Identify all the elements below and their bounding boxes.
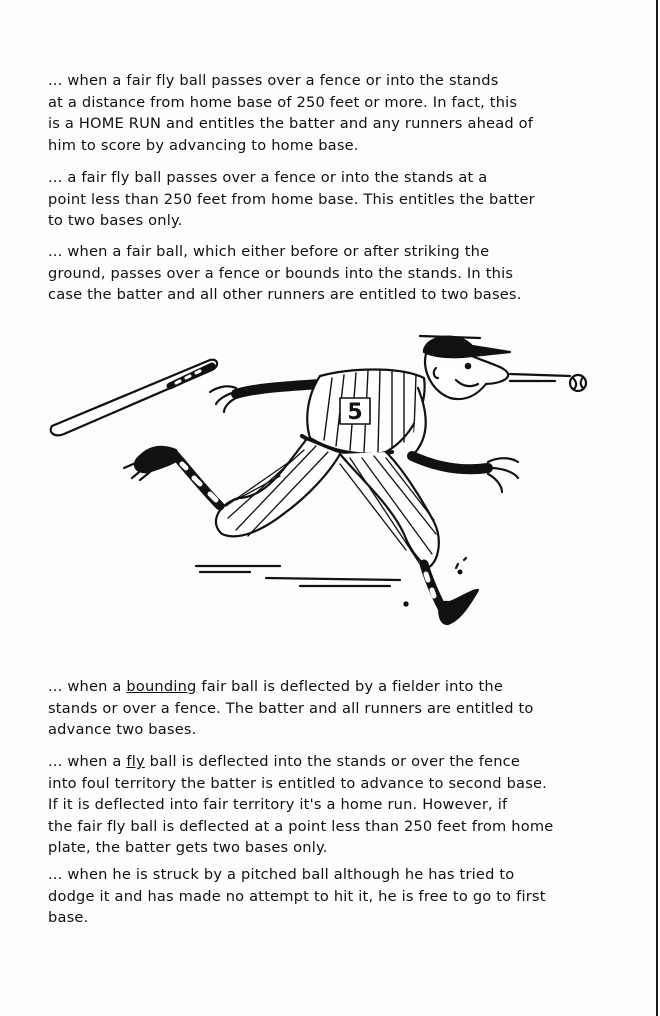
- rule-paragraph-ground-rule-double: ... when a fair ball, which either before or after striking the ground, passes over a fence or bounds into the stands. In this case the batter and all other runners are entitled to two bases.: [48, 243, 522, 303]
- rule-paragraph-deflected-fly-ball: [48, 751, 608, 859]
- baseball-cap-icon: [424, 337, 510, 358]
- rule-paragraph-home-run: ... when a fair fly ball passes over a fence or into the stands at a distance from home base of 250 feet or more. In fact, this is a HOME RUN and entitles the batter and any runners ahead of him to score by advancing to home base.: [48, 72, 534, 154]
- rule-paragraph-deflected-bounding-ball: [48, 676, 608, 741]
- p5-underlined-word: fly: [126, 753, 145, 770]
- running-batter-illustration: [40, 328, 600, 638]
- p5-lead: ... when a: [48, 753, 127, 770]
- p4-rest: fair ball is deflected by a fielder into the stands or over a fence. The batter and all runners are entitled to advance two bases.: [48, 678, 534, 738]
- p4-lead: ... when a: [48, 678, 127, 695]
- p4-underlined-word: bounding: [126, 678, 197, 695]
- rule-paragraph-hit-by-pitch: ... when he is struck by a pitched ball although he has tried to dodge it and has made no attempt to hit it, he is free to go to first base.: [48, 866, 546, 926]
- jersey-number: 5: [347, 400, 363, 425]
- baseball-icon: [570, 375, 586, 391]
- bat-icon: [51, 360, 217, 436]
- p5-rest: ball is deflected into the stands or over the fence into foul territory the batter is entitled to advance to second base. If it is deflected into fair territory it's a home run. However, if the fair fly ball is deflected at a point less than 250 feet from home plate, the batter gets two bases only.: [48, 753, 554, 856]
- rule-paragraph-short-fly: ... a fair fly ball passes over a fence or into the stands at a point less than 250 feet from home base. This entitles the batter to two bases only.: [48, 169, 535, 229]
